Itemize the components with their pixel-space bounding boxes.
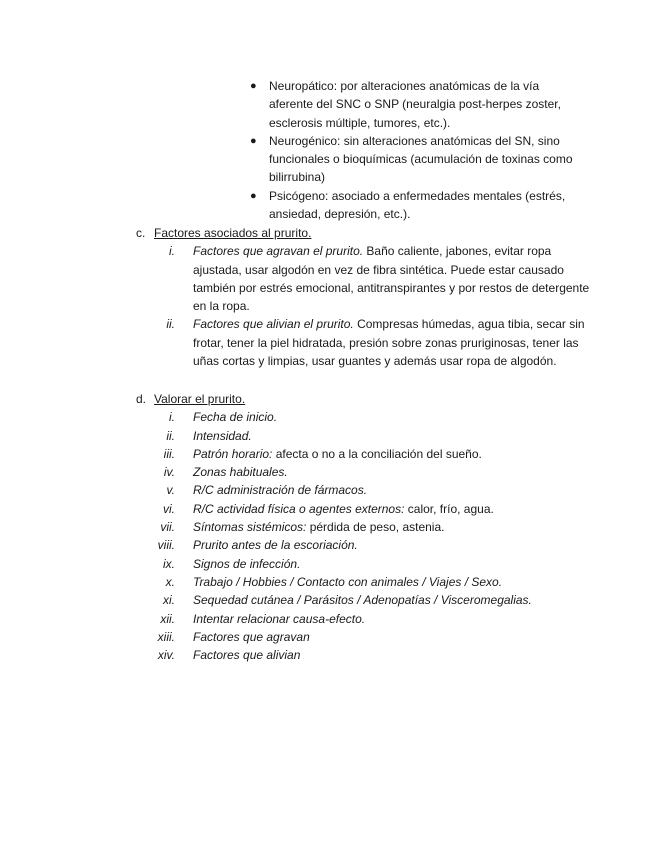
bullet-text: Psicógeno: asociado a enfermedades mentales (estrés, ansiedad, depresión, etc.). [269,188,566,222]
section-factores-asociados [136,224,596,370]
list-item [250,187,580,224]
item-text: R/C actividad física o agentes externos: calor, frío, agua. [193,501,494,516]
list-item [136,591,596,609]
item-text: Intentar relacionar causa-efecto. [193,611,366,626]
item-number: i. [169,410,175,425]
list-item [136,445,596,463]
item-number: iii. [163,446,175,461]
section-title: Factores asociados al prurito. [154,226,312,240]
item-text: Patrón horario: afecta o no a la conciliación del sueño. [193,446,482,461]
item-number: ix. [163,556,175,571]
item-number: iv. [163,465,175,480]
section-letter: c. [136,226,146,240]
list-item [136,463,596,481]
item-number: ii. [166,317,175,332]
list-item [136,610,596,628]
item-number: i. [169,244,175,259]
bullet-text: Neuropático: por alteraciones anatómicas de la vía aferente del SNC o SNP (neuralgia post-herpes zoster, esclerosis múltiple, tumores, etc.). [269,79,561,130]
item-text: Signos de infección. [193,556,301,571]
list-item [136,242,596,315]
item-text: R/C administración de fármacos. [193,483,368,498]
item-text: Factores que alivian el prurito. Compresas húmedas, agua tibia, secar sin frotar, tener la piel hidratada, presión sobre zonas pruriginosas, tener las uñas cortas y limpias, usar guantes y además usar ropa de algodón. [193,317,585,369]
bullet-icon: ● [250,80,257,92]
list-item [136,481,596,499]
list-item [136,536,596,554]
list-item [136,646,596,664]
list-item [136,315,596,370]
item-number: xi. [163,593,175,608]
item-text: Fecha de inicio. [193,410,278,425]
bullet-icon: ● [250,189,257,202]
list-item [136,500,596,518]
item-text: Intensidad. [193,428,252,443]
item-number: x. [165,574,175,589]
item-number: xii. [160,611,175,626]
section-title: Valorar el prurito. [154,392,246,406]
list-item [136,555,596,573]
list-item [250,132,580,187]
item-text: Prurito antes de la escoriación. [193,538,358,553]
section-heading [136,224,596,242]
list-item [136,573,596,591]
item-number: v. [166,483,175,498]
item-text: Factores que alivian [193,648,301,663]
pruritus-type-list [250,77,580,223]
list-item [136,427,596,445]
list-item [136,408,596,426]
item-number: viii. [157,538,175,553]
item-number: xiv. [157,648,175,663]
bullet-text: Neurogénico: sin alteraciones anatómicas del SN, sino funcionales o bioquímicas (acumulación de toxinas como bilirrubina) [269,133,573,185]
section-letter: d. [136,392,147,406]
item-text: Sequedad cutánea / Parásitos / Adenopatías / Visceromegalias. [193,593,532,608]
list-item [250,77,580,132]
list-item [136,628,596,646]
section-valorar-prurito [136,390,596,664]
item-number: xiii. [157,629,175,644]
item-text: Trabajo / Hobbies / Contacto con animales / Viajes / Sexo. [193,574,503,589]
list-item [136,518,596,536]
item-text: Síntomas sistémicos: pérdida de peso, astenia. [193,520,445,535]
section-heading [136,390,596,408]
item-number: vii. [160,520,175,535]
item-number: vi. [163,501,175,516]
item-number: ii. [166,428,175,443]
item-text: Factores que agravan [193,629,310,644]
item-text: Factores que agravan el prurito. Baño caliente, jabones, evitar ropa ajustada, usar algodón en vez de fibra sintética. Puede estar causado también por estrés emocional, antitranspirantes y por restos de detergente en la ropa. [193,244,590,314]
bullet-icon: ● [250,134,257,147]
item-text: Zonas habituales. [193,465,288,480]
